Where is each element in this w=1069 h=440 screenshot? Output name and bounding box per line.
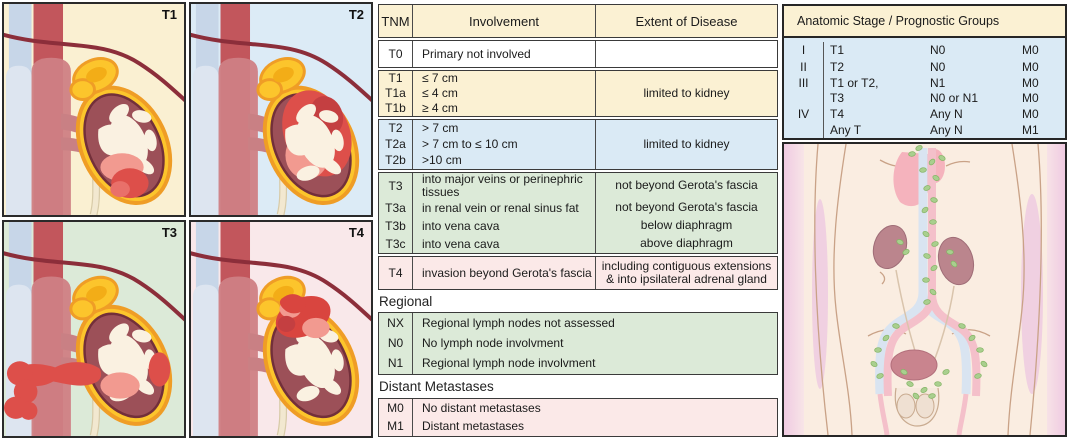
text-n0: No lymph node involvment [412, 333, 777, 353]
involvement-t1b: ≥ 4 cm [412, 101, 595, 116]
stage-m-2: M0 [1022, 60, 1039, 74]
kidney-illustration-t4 [191, 222, 371, 436]
stage-roman-4b [784, 123, 824, 138]
involvement-t3a: in renal vein or renal sinus fat [412, 199, 595, 217]
kidney-panel-t4 [189, 220, 373, 438]
kidney-panel-t2 [189, 2, 373, 217]
code-t1: T1 [388, 71, 403, 85]
code-t1a: T1a [385, 86, 406, 100]
stage-t-3b: T3 [830, 91, 845, 105]
anatomic-stage-body [784, 38, 1065, 138]
stage-roman-2: II [784, 59, 824, 76]
tnm-table-header [378, 4, 778, 38]
stage-m-3b: M0 [1022, 91, 1039, 105]
lymphatic-body-illustration [782, 142, 1067, 437]
stage-t-4b: Any T [830, 123, 862, 137]
stage-n-2: N0 [930, 60, 946, 74]
kidney-illustration-t1 [4, 4, 184, 215]
code-t3b: T3b [385, 218, 406, 233]
involvement-t2a: > 7 cm to ≤ 10 cm [412, 136, 595, 152]
code-t3c: T3c [385, 236, 406, 251]
tnm-table-column [378, 0, 780, 440]
involvement-t1: ≤ 7 cm [412, 71, 595, 86]
distant-section-title: Distant Metastases [379, 379, 494, 394]
stage-n-3b: N0 or N1 [930, 91, 979, 105]
extent-t3: not beyond Gerota's fascia [595, 173, 777, 199]
extent-t1: limited to kidney [595, 71, 777, 116]
stage-t-2: T2 [830, 60, 845, 74]
header-involvement: Involvement [412, 5, 595, 37]
text-nx: Regional lymph nodes not assessed [412, 313, 777, 333]
involvement-t3c: into vena cava [412, 235, 595, 253]
involvement-t3: into major veins or perinephric tissues [412, 173, 595, 199]
kidney-illustration-t3 [4, 222, 184, 436]
involvement-t3b: into vena cava [412, 217, 595, 235]
stage-roman-4: IV [784, 106, 824, 123]
extent-t3a: not beyond Gerota's fascia [595, 199, 777, 217]
code-t2: T2 [388, 120, 403, 135]
kidney-panel-t1 [2, 2, 186, 217]
distant-table [378, 398, 778, 437]
stage-roman-3b [784, 91, 824, 106]
extent-t3c: above diaphragm [595, 235, 777, 253]
regional-table [378, 312, 778, 375]
panel-label-t2: T2 [348, 7, 364, 22]
regional-section-title: Regional [379, 293, 433, 309]
code-m1: M1 [387, 419, 404, 434]
stage-n-4b: Any N [930, 123, 963, 137]
kidney-illustration-t2 [191, 4, 371, 215]
stage-m-3: M0 [1022, 76, 1039, 90]
involvement-t4: invasion beyond Gerota's fascia [412, 257, 595, 289]
text-m0: No distant metastases [412, 399, 777, 418]
involvement-t2b: >10 cm [412, 153, 595, 169]
code-nx: NX [387, 315, 404, 330]
anatomic-stage-title: Anatomic Stage / Prognostic Groups [784, 6, 1065, 38]
tnm-section-t2 [378, 119, 778, 170]
involvement-t0: Primary not involved [412, 41, 595, 67]
code-n1: N1 [387, 356, 404, 371]
involvement-t2: > 7 cm [412, 120, 595, 136]
extent-t0 [595, 41, 777, 67]
header-tnm: TNM [381, 13, 410, 29]
stage-t-3: T1 or T2, [830, 76, 879, 90]
stage-m-1: M0 [1022, 43, 1039, 57]
stage-m-4b: M1 [1022, 123, 1039, 137]
stage-m-4: M0 [1022, 107, 1039, 121]
stage-t-1: T1 [830, 43, 845, 57]
code-t1b: T1b [385, 101, 406, 115]
code-m0: M0 [387, 400, 404, 415]
stage-n-3: N1 [930, 76, 946, 90]
text-m1: Distant metastases [412, 418, 777, 437]
tnm-section-t4 [378, 256, 778, 290]
extent-t4: including contiguous extensions & into ipsilateral adrenal gland [595, 257, 777, 289]
code-t0: T0 [388, 46, 403, 61]
code-t2b: T2b [385, 153, 406, 168]
tnm-section-t3 [378, 172, 778, 254]
header-extent: Extent of Disease [595, 5, 777, 37]
panel-label-t4: T4 [348, 225, 364, 240]
tnm-section-t1 [378, 70, 778, 117]
code-t2a: T2a [385, 136, 406, 151]
stage-column [780, 0, 1069, 440]
extent-t2: limited to kidney [595, 120, 777, 169]
code-t3: T3 [388, 178, 403, 193]
tnm-section-t0 [378, 40, 778, 68]
text-n1: Regional lymph node involvment [412, 354, 777, 374]
stage-n-4: Any N [930, 107, 963, 121]
code-t3a: T3a [385, 200, 406, 215]
stage-t-4: T4 [830, 107, 845, 121]
involvement-t1a: ≤ 4 cm [412, 86, 595, 101]
kidney-panel-t3 [2, 220, 186, 438]
code-n0: N0 [387, 335, 404, 350]
anatomic-stage-table [782, 4, 1067, 140]
stage-n-1: N0 [930, 43, 946, 57]
stage-roman-3: III [784, 76, 824, 91]
panel-label-t3: T3 [161, 225, 177, 240]
stage-roman-1: I [784, 42, 824, 59]
code-t4: T4 [388, 265, 403, 280]
extent-t3b: below diaphragm [595, 217, 777, 235]
panel-label-t1: T1 [161, 7, 177, 22]
